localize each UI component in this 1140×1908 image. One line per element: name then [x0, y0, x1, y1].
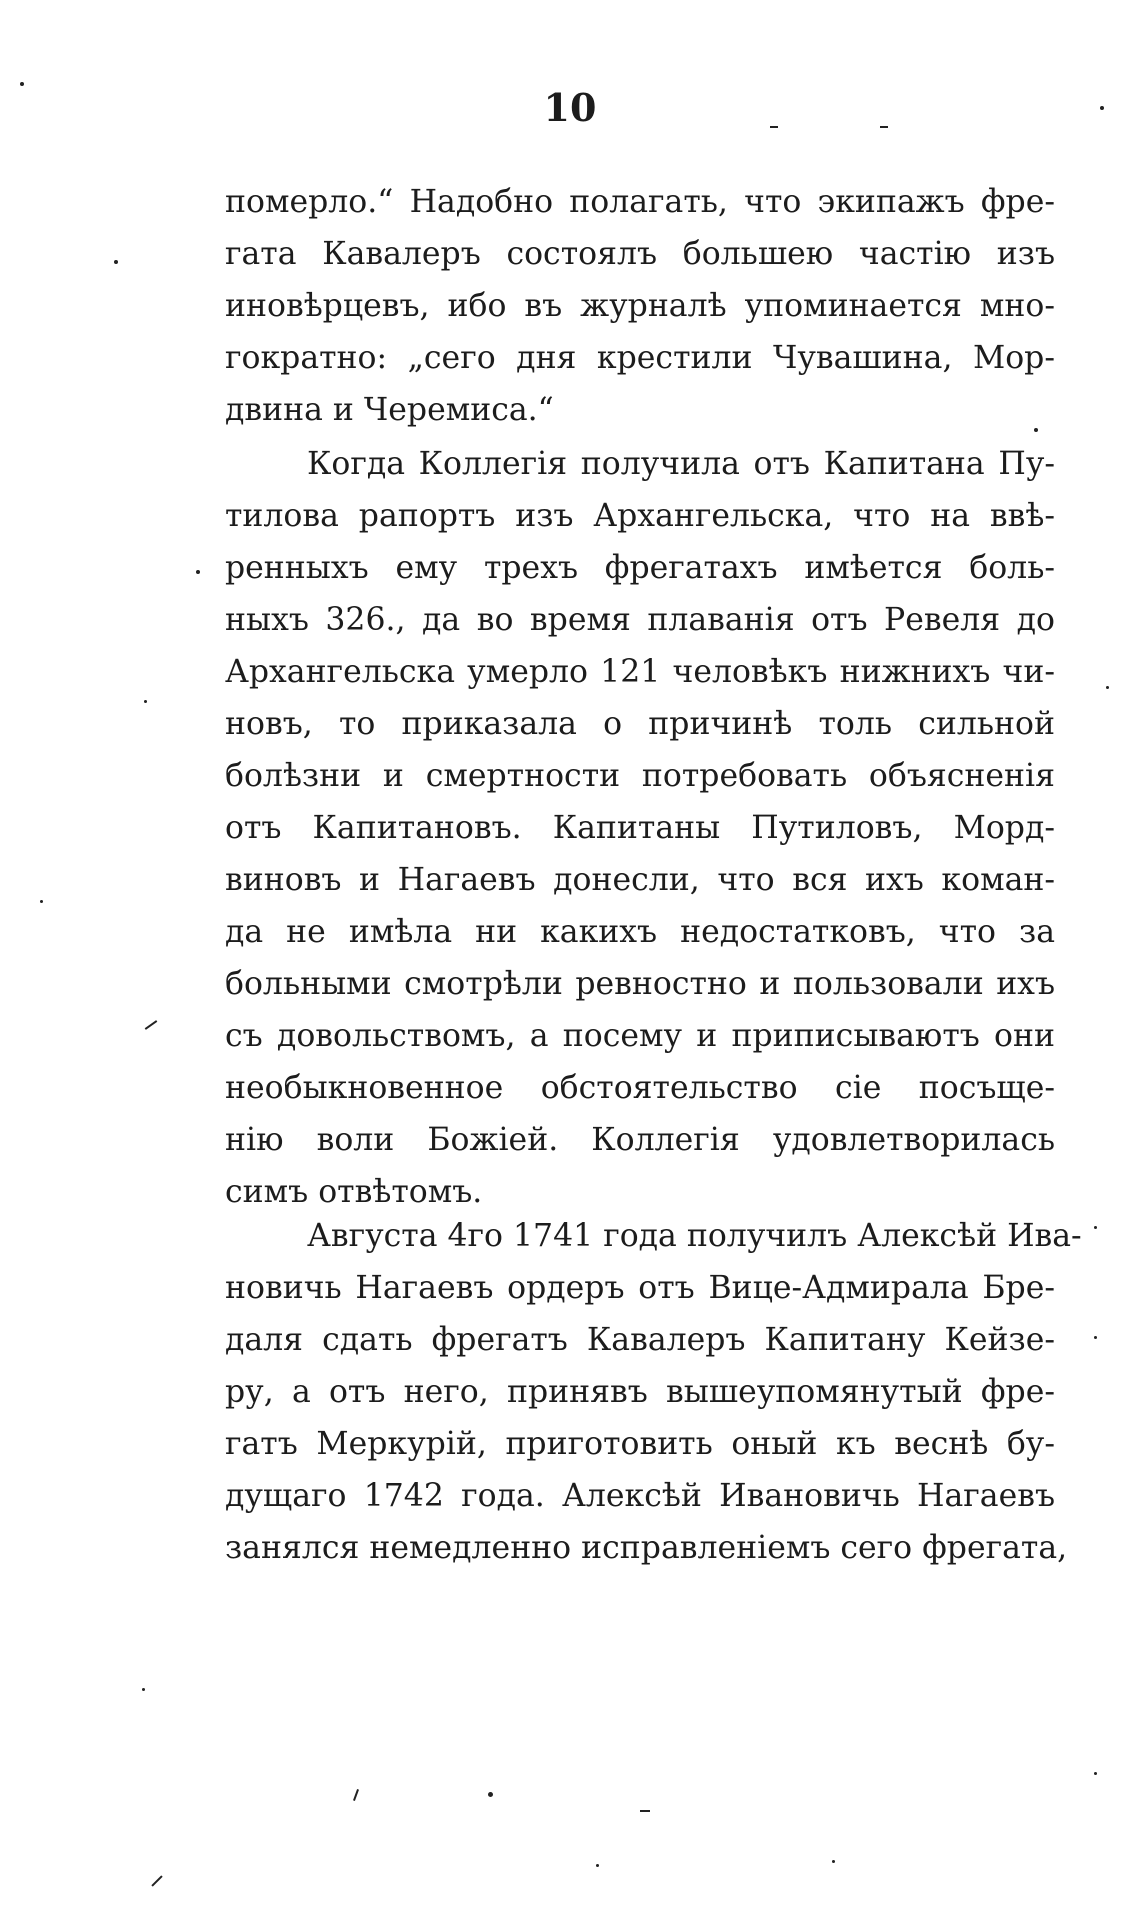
text-line: ру, а отъ него, принявъ вышеупомянутый фре-	[225, 1374, 1055, 1410]
scan-speck	[1100, 106, 1104, 110]
text-line: померло.“ Надобно полагать, что экипажъ фре-	[225, 184, 1055, 220]
scan-speck	[144, 700, 147, 703]
scan-speck	[1094, 1336, 1097, 1339]
text-line: новичь Нагаевъ ордеръ отъ Вице-Адмирала Бре-	[225, 1270, 1055, 1306]
scan-speck	[1106, 686, 1109, 689]
text-line: съ довольствомъ, а посему и приписываютъ они	[225, 1018, 1055, 1054]
text-line: виновъ и Нагаевъ донесли, что вся ихъ коман-	[225, 862, 1055, 898]
text-line: тилова рапортъ изъ Архангельска, что на ввѣ-	[225, 498, 1055, 534]
text-line: даля сдать фрегатъ Кавалеръ Капитану Кейзе-	[225, 1322, 1055, 1358]
text-line: Августа 4го 1741 года получилъ Алексѣй Ива-	[307, 1218, 1082, 1254]
text-line: гата Кавалеръ состоялъ большею частію изъ	[225, 236, 1055, 272]
text-line: Архангельска умерло 121 человѣкъ нижнихъ чи-	[225, 654, 1055, 690]
text-line: Когда Коллегія получила отъ Капитана Пу-	[307, 446, 1055, 482]
text-line: иновѣрцевъ, ибо въ журналѣ упоминается мно-	[225, 288, 1055, 324]
scan-speck	[488, 1792, 493, 1797]
scan-speck	[353, 1789, 359, 1801]
scan-speck	[832, 1860, 835, 1863]
text-line: занялся немедленно исправленіемъ сего фрегата,	[225, 1530, 1068, 1566]
text-line: нію воли Божіей. Коллегія удовлетворилась	[225, 1122, 1055, 1158]
scan-speck	[20, 82, 24, 86]
text-line: ныхъ 326., да во время плаванія отъ Ревеля до	[225, 602, 1055, 638]
text-line: новъ, то приказала о причинѣ толь сильной	[225, 706, 1055, 742]
text-line: отъ Капитановъ. Капитаны Путиловъ, Морд-	[225, 810, 1055, 846]
paragraph-1	[225, 176, 1055, 436]
scan-speck	[1094, 1226, 1097, 1229]
paragraph-2	[225, 438, 1055, 1218]
text-line: болѣзни и смертности потребовать объясненія	[225, 758, 1055, 794]
text-line: да не имѣла ни какихъ недостатковъ, что за	[225, 914, 1055, 950]
paragraph-3	[225, 1210, 1082, 1574]
text-line: ренныхъ ему трехъ фрегатахъ имѣется боль-	[225, 550, 1055, 586]
text-line: необыкновенное обстоятельство сіе посъще-	[225, 1070, 1055, 1106]
scan-speck	[142, 1688, 145, 1691]
scan-speck	[640, 1810, 650, 1812]
scan-speck	[196, 570, 200, 574]
page-number: 10	[543, 85, 597, 130]
text-line: двина и Черемиса.“	[225, 392, 554, 428]
text-line: дущаго 1742 года. Алексѣй Ивановичь Нагаевъ	[225, 1478, 1055, 1514]
text-line: больными смотрѣли ревностно и пользовали ихъ	[225, 966, 1055, 1002]
scan-speck	[145, 1020, 158, 1030]
scan-speck	[114, 260, 118, 264]
scan-speck	[880, 126, 888, 128]
text-line: гократно: „сего дня крестили Чувашина, Мор-	[225, 340, 1055, 376]
text-line: симъ отвѣтомъ.	[225, 1174, 483, 1210]
scan-speck	[1094, 1772, 1097, 1775]
scan-speck	[596, 1864, 599, 1867]
scan-speck	[1034, 428, 1038, 432]
scan-speck	[151, 1875, 162, 1886]
text-line: гатъ Меркурій, приготовить оный къ веснѣ бу-	[225, 1426, 1055, 1462]
scan-speck	[770, 126, 778, 128]
scan-speck	[40, 900, 43, 903]
